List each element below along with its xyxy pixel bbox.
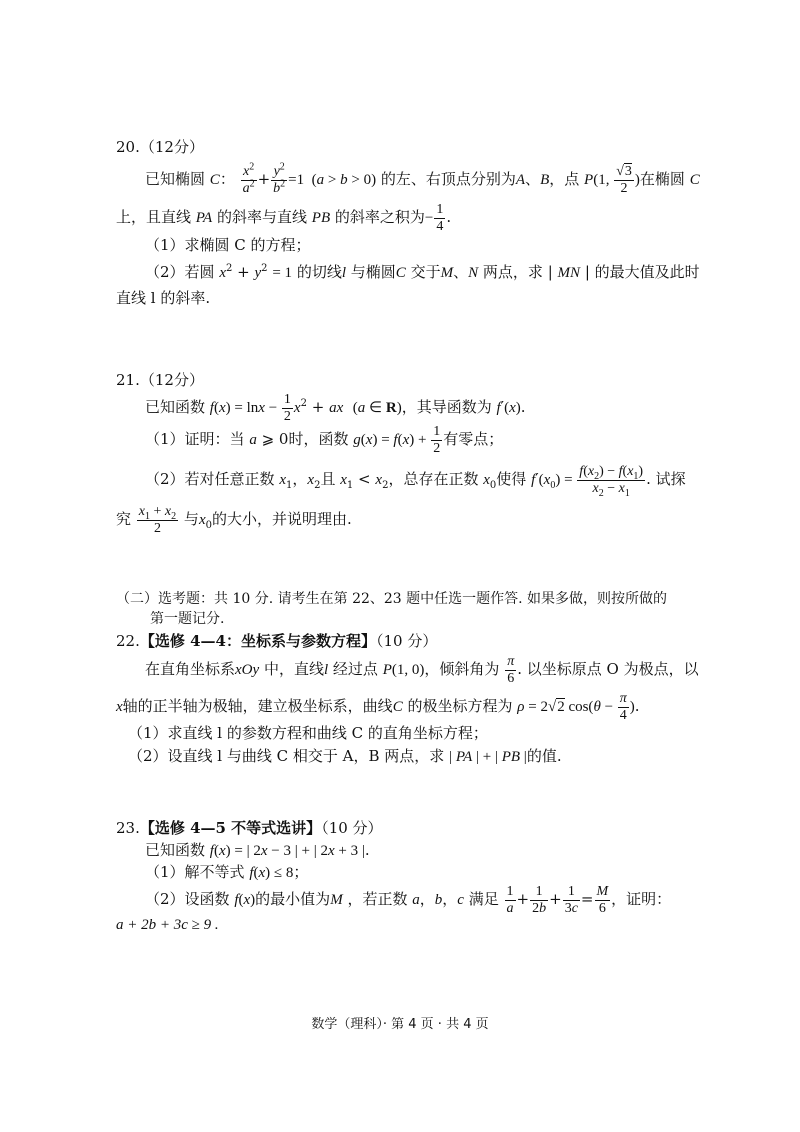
q20-intro-prefix: 已知椭圆 [145, 170, 206, 188]
q23-title: 【选修 4—5 不等式选讲】 [139, 819, 322, 837]
q21-part2-line2: 究 $\frac{x_1 + x_2}{2}$ 与$x_0$的大小，并说明理由. [116, 503, 352, 536]
section2-line2 [0, 609, 800, 629]
q23-score: （10 分） [321, 819, 383, 837]
q21-half-frac: $\frac{1}{2}$ [283, 391, 291, 424]
q23-number: 23. [116, 819, 140, 837]
q21-part2-mid: 且 [320, 470, 336, 488]
q23-part1-prefix: （1）解不等式 [145, 863, 245, 881]
q22-header [0, 631, 800, 651]
q21-part2-line2-suffix: 的大小，并说明理由. [211, 510, 352, 528]
q23-frac-3c: $\frac{1}{3c}$ [564, 883, 578, 916]
q20-line2-suffix: 的斜率之积为 [334, 208, 425, 226]
q22-part2-suffix: 的值. [526, 747, 562, 765]
q20-ellipse-frac-x: $\frac{x^2}{a^2}$ [242, 160, 255, 196]
q20-slope-frac: $\frac{1}{4}$ [436, 201, 444, 234]
q20-part2-mid: 的切线 [296, 263, 342, 281]
q20-line2-prefix: 上，且直线 [116, 208, 192, 226]
q21-part2-suffix: . 试探 [646, 470, 686, 488]
q22-number: 22. [116, 632, 140, 650]
q21-intro: 已知函数 f(x) = lnx − $\frac{1}{2}$ $x^2$ + ax (a ∈ R)，其导函数为 f′(x). [145, 391, 526, 424]
q20-part2-mid2: 与椭圆 [350, 263, 396, 281]
q20-part2-line2-text: 直线 l 的斜率. [116, 289, 211, 307]
q23-frac-2b: $\frac{1}{2b}$ [532, 883, 547, 916]
q21-part2-frac: $\frac{f(x_2) - f(x_1)}{x_2 - x_1}$ [579, 463, 644, 499]
q22-line1-mid3: ，倾斜角为 [424, 660, 500, 678]
q22-angle-frac: $\frac{\pi}{6}$ [507, 653, 515, 686]
q22-part1-text: （1）求直线 l 的参数方程和曲线 C 的直角坐标方程； [128, 724, 488, 742]
q22-part1 [0, 723, 800, 743]
q22-line2: x轴的正半轴为极轴，建立极坐标系，曲线C 的极坐标方程为 ρ = 2√2 cos(θ − $\frac{\pi}{4}$ ). [116, 690, 640, 723]
q22-part2: （2）设直线 l 与曲线 C 相交于 A，B 两点，求 | PA | + | PB |的值. [128, 747, 562, 765]
q20-part2: （2）若圆 $x^2 + y^2 = 1$ 的切线l 与椭圆C 交于M、N 两点，求 | MN | 的最大值及此时 [145, 263, 700, 281]
q23-part1: （1）解不等式 f(x) ≤ 8； [145, 863, 309, 881]
q23-part2-mid: 的最小值为 [255, 890, 331, 908]
q23-part2-mid2: ，若正数 [347, 890, 408, 908]
q20-header-text: 20.（12分） [116, 138, 204, 156]
q21-part2: （2）若对任意正数 $x_1$，$x_2$且 $x_1 < x_2$，总存在正数 $x_0$使得 $f'(x_0)$ = $\frac{f(x_2) - f(x_1)}{x_2 - x_1}$ . 试探 [145, 463, 686, 499]
q23-part2-suffix: ，证明： [611, 890, 672, 908]
q20-part2-suffix: 两点，求 | [482, 263, 553, 281]
q23-last-line-text: a + 2b + 3c ≥ 9 . [116, 917, 219, 933]
q20-part2-line2 [0, 288, 800, 308]
q23-header [0, 818, 800, 838]
q20-intro-mid: 的左、右顶点分别为 [380, 170, 516, 188]
q20-ellipse-frac-y: $\frac{y^2}{b^2}$ [273, 160, 286, 196]
q23-part2: （2）设函数 f(x)的最小值为M ，若正数 a，b，c 满足 $\frac{1}{a}$ + $\frac{1}{2b}$ + $\frac{1}{3c}$ = $\frac{M}{6}$ ，证明： [145, 883, 672, 916]
q20-point-frac: $\frac{√3}{2}$ [616, 163, 632, 196]
q22-score: （10 分） [375, 632, 438, 650]
q21-part2-line2-mid: 与 [183, 510, 199, 528]
q22-title: 【选修 4—4：坐标系与参数方程】 [139, 632, 376, 650]
q22-part2-prefix: （2）设直线 l 与曲线 C 相交于 A，B 两点，求 [128, 747, 445, 765]
q22-line1: 在直角坐标系xOy 中，直线l 经过点 P(1, 0)，倾斜角为 $\frac{\pi}{6}$ . 以坐标原点 O 为极点，以 [145, 653, 699, 686]
q21-part1-suffix: 有零点； [443, 430, 504, 448]
q20-intro-point: ，点 [549, 170, 580, 188]
q20-part1-text: （1）求椭圆 C 的方程； [145, 236, 311, 254]
q20-line2: 上，且直线 PA 的斜率与直线 PB 的斜率之积为− $\frac{1}{4}$ . [116, 201, 452, 234]
q22-line1-mid: 中，直线 [263, 660, 324, 678]
q20-part2-mid3: 交于 [410, 263, 441, 281]
q21-part2-mid3: 使得 [496, 470, 527, 488]
q23-intro: 已知函数 f(x) = | 2x − 3 | + | 2x + 3 |. [145, 841, 370, 859]
q21-part2-prefix: （2）若对任意正数 [145, 470, 275, 488]
page-footer-text: 数学（理科）· 第 4 页 · 共 4 页 [311, 1017, 489, 1032]
q21-mean-frac: $\frac{x_1 + x_2}{2}$ [138, 503, 177, 536]
q21-part1-prefix: （1）证明：当 [145, 430, 245, 448]
q20-intro-suffix: 在椭圆 [639, 170, 685, 188]
q21-intro-mid: ，其导函数为 [401, 398, 492, 416]
q22-polar-frac: $\frac{\pi}{4}$ [619, 690, 627, 723]
q21-header-text: 21.（12分） [116, 371, 204, 389]
q22-line1-suffix: . 以坐标原点 O 为极点，以 [517, 660, 699, 678]
q22-line2-mid: 的极坐标方程为 [407, 697, 513, 715]
q23-part2-prefix: （2）设函数 [145, 890, 230, 908]
q22-line1-mid2: 经过点 [332, 660, 378, 678]
q21-part2-mid2: ，总存在正数 [388, 470, 479, 488]
q23-frac-a: $\frac{1}{a}$ [506, 883, 514, 916]
q23-intro-prefix: 已知函数 [145, 841, 206, 859]
q21-part1-mid: 时，函数 [288, 430, 349, 448]
section2-line1 [0, 589, 800, 609]
q21-intro-prefix: 已知函数 [145, 398, 206, 416]
q20-header [0, 137, 800, 157]
q20-part2-end: | 的最大值及此时 [584, 263, 700, 281]
q20-part1 [0, 235, 800, 255]
q21-part1-frac: $\frac{1}{2}$ [433, 423, 441, 456]
q22-line2-prefix: 轴的正半轴为极轴，建立极坐标系，曲线 [122, 697, 393, 715]
q21-part2-line2-prefix: 究 [116, 510, 132, 528]
q22-line1-prefix: 在直角坐标系 [145, 660, 236, 678]
q21-header [0, 370, 800, 390]
q23-part2-mid3: 满足 [468, 890, 499, 908]
section2-line1-text: （二）选考题：共 10 分. 请考生在第 22、23 题中任选一题作答. 如果多做，则按所做的 [116, 591, 668, 607]
q20-line2-mid: 的斜率与直线 [216, 208, 307, 226]
q20-part2-prefix: （2）若圆 [145, 263, 215, 281]
section2-line2-text: 第一题记分. [150, 611, 225, 627]
q20-intro: 已知椭圆 C： $\frac{x^2}{a^2}$ + $\frac{y^2}{b^2}$ =1 (a > b > 0) 的左、右顶点分别为A、B，点 P(1, $\frac{√3}{2}$ )在椭圆 C [145, 160, 700, 196]
q23-last-line [0, 914, 800, 935]
q23-frac-m: $\frac{M}{6}$ [596, 883, 609, 916]
q21-part1: （1）证明：当 a ⩾ 0时，函数 g(x) = f(x) + $\frac{1}{2}$ 有零点； [145, 423, 504, 456]
page-footer [0, 1015, 800, 1035]
